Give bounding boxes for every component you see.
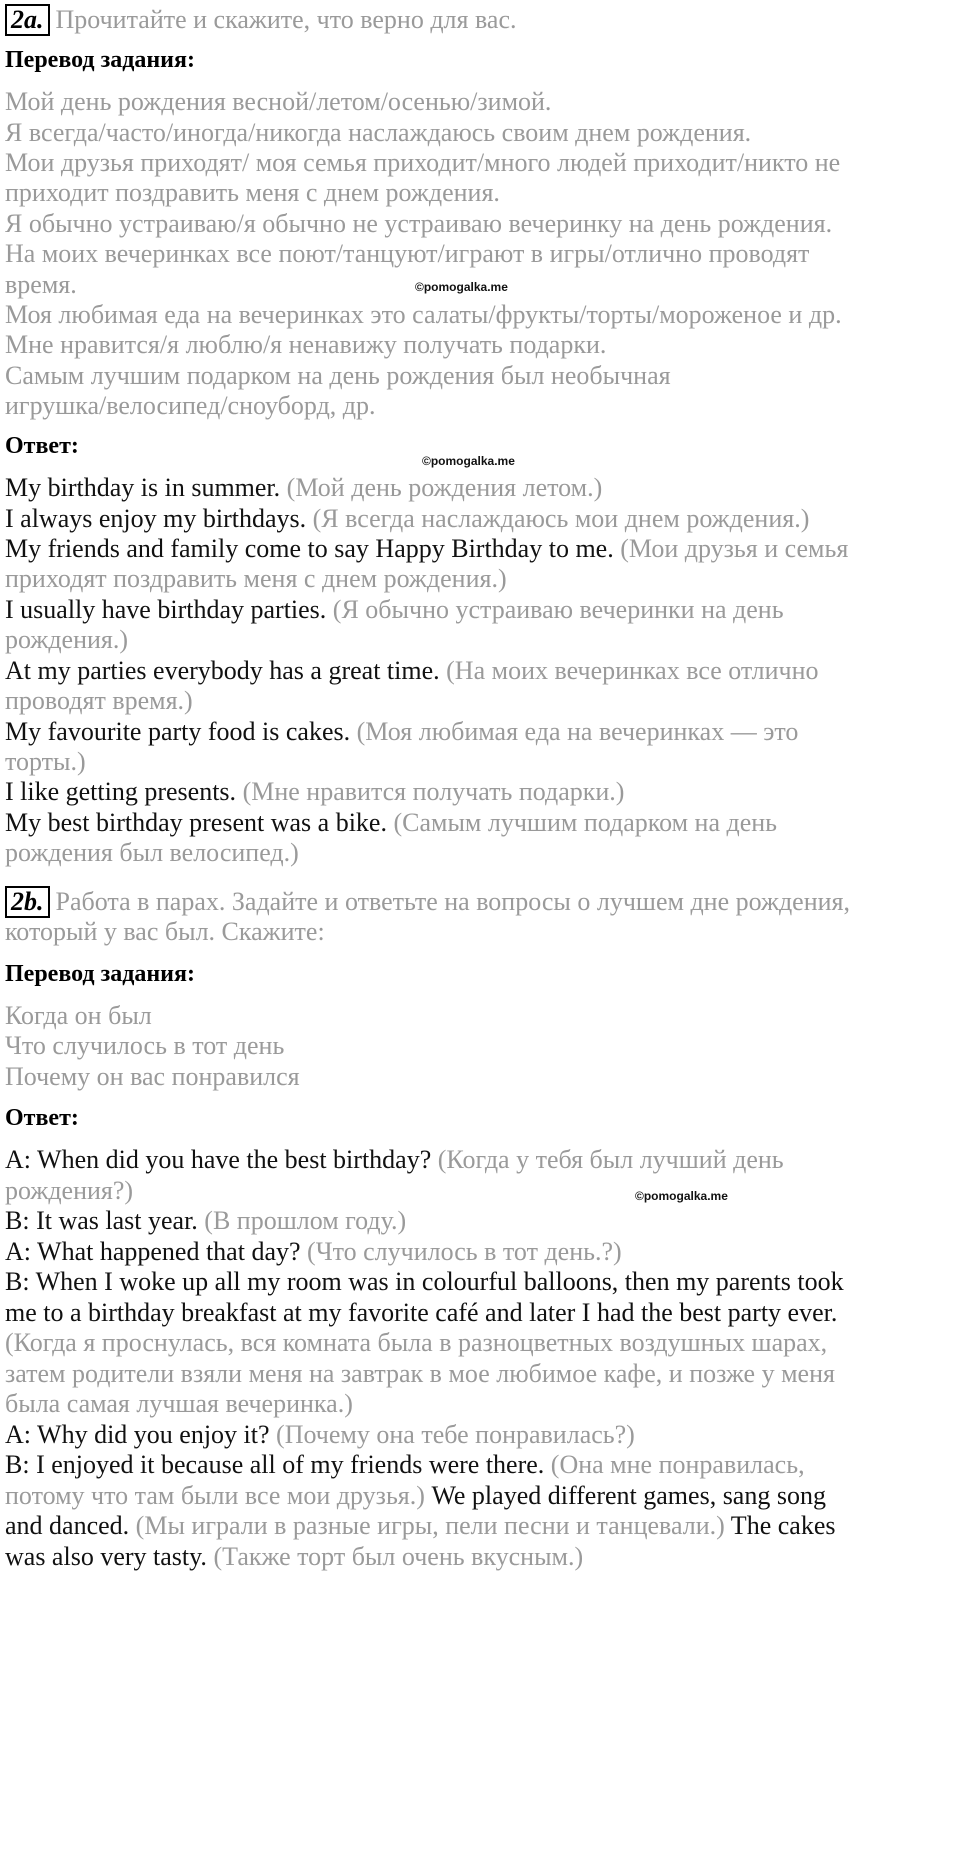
dialog-english: A: When did you have the best birthday? <box>5 1145 432 1174</box>
dialog-english: The cakes <box>724 1511 836 1540</box>
exercise-2b-task: Работа в парах. Задайте и ответьте на вопросы о лучшем дне рождения, <box>55 887 850 916</box>
answer-ru: (Мой день рождения летом.) <box>280 473 603 502</box>
translation-line: Что случилось в тот день <box>5 1031 285 1060</box>
dialog-translation: (Она мне понравилась, <box>544 1450 805 1479</box>
answer-ru: (Я обычно устраиваю вечеринки на день <box>326 595 784 624</box>
answer-ru: рождения был велосипед.) <box>5 838 299 867</box>
dialog-translation: (Также торт был очень вкусным.) <box>206 1542 584 1571</box>
translation-line: Самым лучшим подарком на день рождения был необычная <box>5 361 671 390</box>
answer-ru: торты.) <box>5 747 86 776</box>
translation-line: Мой день рождения весной/летом/осенью/зимой. <box>5 87 552 116</box>
exercise-2a-title <box>5 2 517 38</box>
exercise-2a-task: Прочитайте и скажите, что верно для вас. <box>55 5 517 34</box>
answer-en: I like getting presents. <box>5 777 237 806</box>
answer-ru: (Моя любимая еда на вечеринках — это <box>350 717 799 746</box>
translation-line: Я обычно устраиваю/я обычно не устраиваю вечеринку на день рождения. <box>5 209 833 238</box>
translation-line: время. <box>5 270 77 299</box>
dialog-english: We played different games, sang song <box>424 1481 826 1510</box>
watermark: ©pomogalka.me <box>422 454 515 468</box>
dialog-translation: затем родители взяли меня на завтрак в мое любимое кафе, и позже у меня <box>5 1359 835 1388</box>
answer-en: My favourite party food is cakes. <box>5 717 351 746</box>
answer-ru: (Мне нравится получать подарки.) <box>236 777 625 806</box>
watermark: ©pomogalka.me <box>635 1189 728 1203</box>
translation-line: Мои друзья приходят/ моя семья приходит/много людей приходит/никто не <box>5 148 841 177</box>
answer-ru: (Я всегда наслаждаюсь мои днем рождения.) <box>306 504 810 533</box>
dialog-translation: (Что случилось в тот день.?) <box>300 1237 622 1266</box>
dialog-translation: (Мы играли в разные игры, пели песни и танцевали.) <box>129 1511 725 1540</box>
watermark: ©pomogalka.me <box>415 280 508 294</box>
dialog-english: B: When I woke up all my room was in colourful balloons, then my parents took <box>5 1267 844 1296</box>
dialog-english: B: I enjoyed it because all of my friends were there. <box>5 1450 545 1479</box>
answer-en: My friends and family come to say Happy Birthday to me. <box>5 534 614 563</box>
dialog-translation: (Когда я проснулась, вся комната была в разноцветных воздушных шарах, <box>5 1328 828 1357</box>
dialog-english: A: What happened that day? <box>5 1237 301 1266</box>
answer-ru: (Мои друзья и семья <box>613 534 849 563</box>
exercise-2b-translation-heading: Перевод задания: <box>5 961 195 987</box>
answer-ru: приходят поздравить меня с днем рождения.) <box>5 564 507 593</box>
exercise-2b-label: 2b. <box>5 886 50 918</box>
answer-ru: (Самым лучшим подарком на день <box>386 808 778 837</box>
dialog-translation: (Когда у тебя был лучший день <box>431 1145 784 1174</box>
dialog-translation: (Почему она тебе понравилась?) <box>269 1420 635 1449</box>
translation-line: Когда он был <box>5 1001 152 1030</box>
exercise-2a-label: 2a. <box>5 4 50 36</box>
dialog-english: me to a birthday breakfast at my favorite café and later I had the best party ever. <box>5 1298 838 1327</box>
dialog-english: was also very tasty. <box>5 1542 207 1571</box>
answer-ru: проводят время.) <box>5 686 193 715</box>
answer-line <box>5 714 798 750</box>
dialog-translation: (В прошлом году.) <box>197 1206 407 1235</box>
exercise-2b-task-cont: который у вас был. Скажите: <box>5 917 325 946</box>
dialog-translation: потому что там были все мои друзья.) <box>5 1481 425 1510</box>
exercise-2a-translation-heading: Перевод задания: <box>5 47 195 73</box>
translation-line: игрушка/велосипед/сноуборд, др. <box>5 391 376 420</box>
translation-line: Я всегда/часто/иногда/никогда наслаждаюсь своим днем рождения. <box>5 118 752 147</box>
answer-en: My best birthday present was a bike. <box>5 808 387 837</box>
answer-ru: (На моих вечеринках все отлично <box>439 656 819 685</box>
answer-en: At my parties everybody has a great time. <box>5 656 440 685</box>
translation-line: приходит поздравить меня с днем рождения. <box>5 178 500 207</box>
dialog-translation: рождения?) <box>5 1176 134 1205</box>
dialog-english: and danced. <box>5 1511 130 1540</box>
translation-line: На моих вечеринках все поют/танцуют/играют в игры/отлично проводят <box>5 239 810 268</box>
translation-line: Почему он вас понравился <box>5 1062 300 1091</box>
dialog-english: A: Why did you enjoy it? <box>5 1420 270 1449</box>
answer-en: I always enjoy my birthdays. <box>5 504 307 533</box>
answer-ru: рождения.) <box>5 625 129 654</box>
exercise-2a-answer-heading: Ответ: <box>5 433 79 459</box>
answer-en: My birthday is in summer. <box>5 473 281 502</box>
answer-en: I usually have birthday parties. <box>5 595 327 624</box>
answer-line <box>5 835 299 871</box>
dialog-translation: была самая лучшая вечеринка.) <box>5 1389 353 1418</box>
dialog-line <box>5 1539 583 1575</box>
dialog-english: B: It was last year. <box>5 1206 198 1235</box>
exercise-2b-answer-heading: Ответ: <box>5 1105 79 1131</box>
translation-line: Моя любимая еда на вечеринках это салаты/фрукты/торты/мороженое и др. <box>5 300 842 329</box>
translation-line: Мне нравится/я люблю/я ненавижу получать подарки. <box>5 330 607 359</box>
